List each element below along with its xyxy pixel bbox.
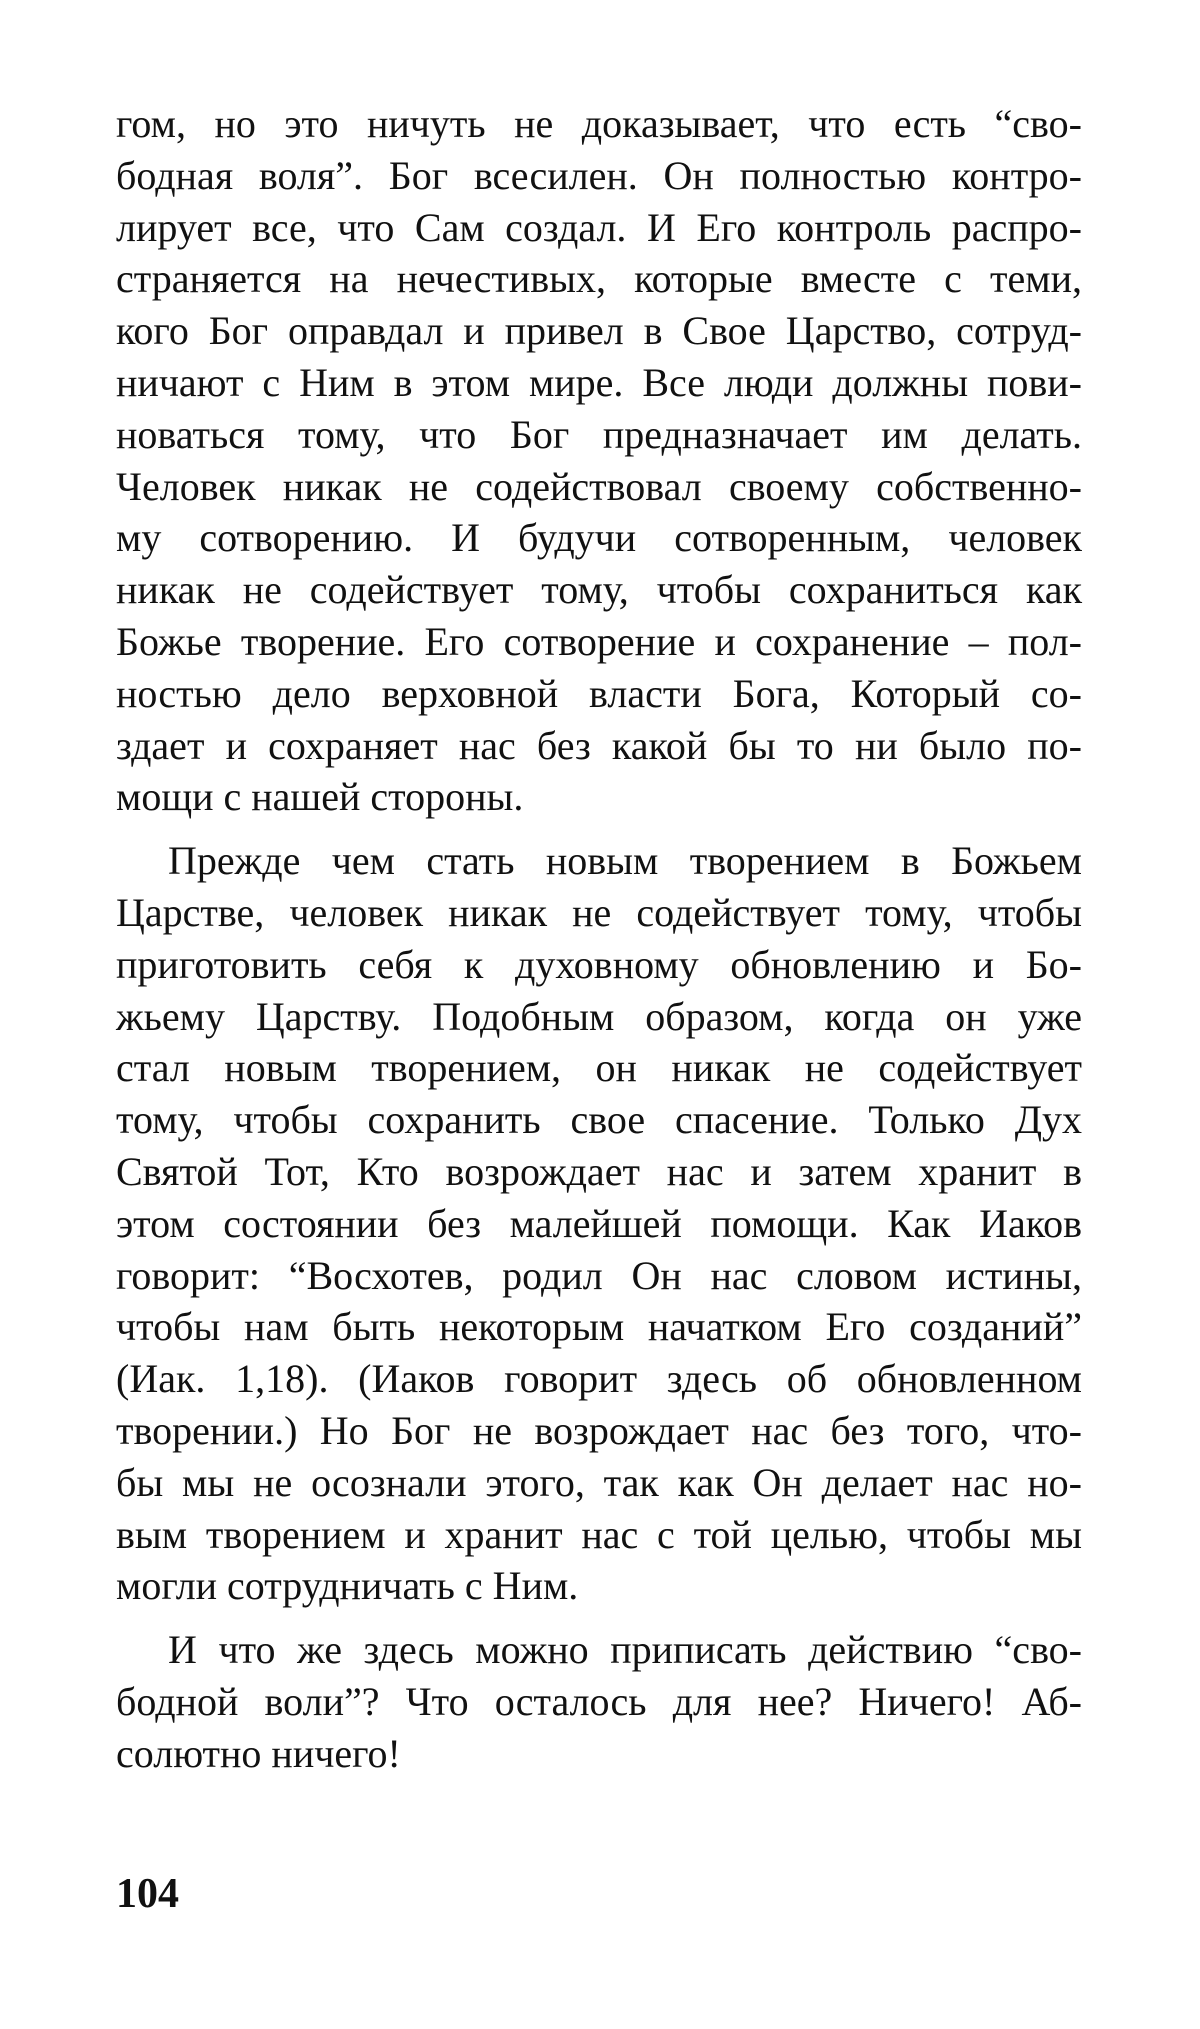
- text-line: му сотворению. И будучи сотворенным, человек: [116, 515, 1082, 561]
- paragraph-3: [116, 1624, 1082, 1779]
- text-line: вым творением и хранит нас с той целью, чтобы мы: [116, 1511, 1082, 1557]
- text-line: кого Бог оправдал и привел в Свое Царство, сотруд-: [116, 308, 1082, 354]
- text-line: Человек никак не содействовал своему собственно-: [116, 463, 1082, 509]
- text-line: страняется на нечестивых, которые вместе с теми,: [116, 256, 1082, 302]
- text-line: Божье творение. Его сотворение и сохранение – пол-: [116, 618, 1082, 664]
- text-line: бодная воля”. Бог всесилен. Он полностью контро-: [116, 152, 1082, 198]
- paragraph-spacer: [116, 1612, 1082, 1624]
- body-text: [116, 98, 1082, 1780]
- text-line: Прежде чем стать новым творением в Божьем: [168, 838, 1082, 884]
- text-line: приготовить себя к духовному обновлению и Бо-: [116, 941, 1082, 987]
- text-line: мощи с нашей стороны.: [116, 774, 524, 820]
- text-line: ностью дело верховной власти Бога, Который со-: [116, 670, 1082, 716]
- text-line: бы мы не осознали этого, так как Он делает нас но-: [116, 1459, 1082, 1505]
- text-line: новаться тому, что Бог предназначает им делать.: [116, 411, 1082, 457]
- page-number: 104: [116, 1871, 179, 1917]
- text-line: солютно ничего!: [116, 1730, 401, 1776]
- text-line: стал новым творением, он никак не содействует: [116, 1045, 1082, 1091]
- text-line: ничают с Ним в этом мире. Все люди должны пови-: [116, 359, 1082, 405]
- text-line: здает и сохраняет нас без какой бы то ни было по-: [116, 722, 1082, 768]
- text-line: этом состоянии без малейшей помощи. Как Иаков: [116, 1200, 1082, 1246]
- text-line: чтобы нам быть некоторым начатком Его созданий”: [116, 1304, 1082, 1350]
- paragraph-1: [116, 98, 1082, 823]
- text-line: бодной воли”? Что осталось для нее? Ничего! Аб-: [116, 1678, 1082, 1724]
- text-line: тому, чтобы сохранить свое спасение. Только Дух: [116, 1097, 1082, 1143]
- text-line: могли сотрудничать с Ним.: [116, 1563, 579, 1609]
- text-line: Царстве, человек никак не содействует тому, чтобы: [116, 889, 1082, 935]
- text-line: жьему Царству. Подобным образом, когда он уже: [116, 993, 1082, 1039]
- paragraph-2: [116, 835, 1082, 1612]
- text-line: Святой Тот, Кто возрождает нас и затем хранит в: [116, 1148, 1082, 1194]
- text-line: гом, но это ничуть не доказывает, что есть “сво-: [116, 101, 1082, 146]
- text-line: И что же здесь можно приписать действию “сво-: [168, 1627, 1082, 1673]
- paragraph-spacer: [116, 823, 1082, 835]
- text-line: никак не содействует тому, чтобы сохраниться как: [116, 567, 1082, 613]
- text-line: творении.) Но Бог не возрождает нас без того, что-: [116, 1407, 1082, 1453]
- text-line: (Иак. 1,18). (Иаков говорит здесь об обновленном: [116, 1356, 1082, 1402]
- text-line: говорит: “Восхотев, родил Он нас словом истины,: [116, 1252, 1082, 1298]
- text-line: лирует все, что Сам создал. И Его контроль распро-: [116, 204, 1082, 250]
